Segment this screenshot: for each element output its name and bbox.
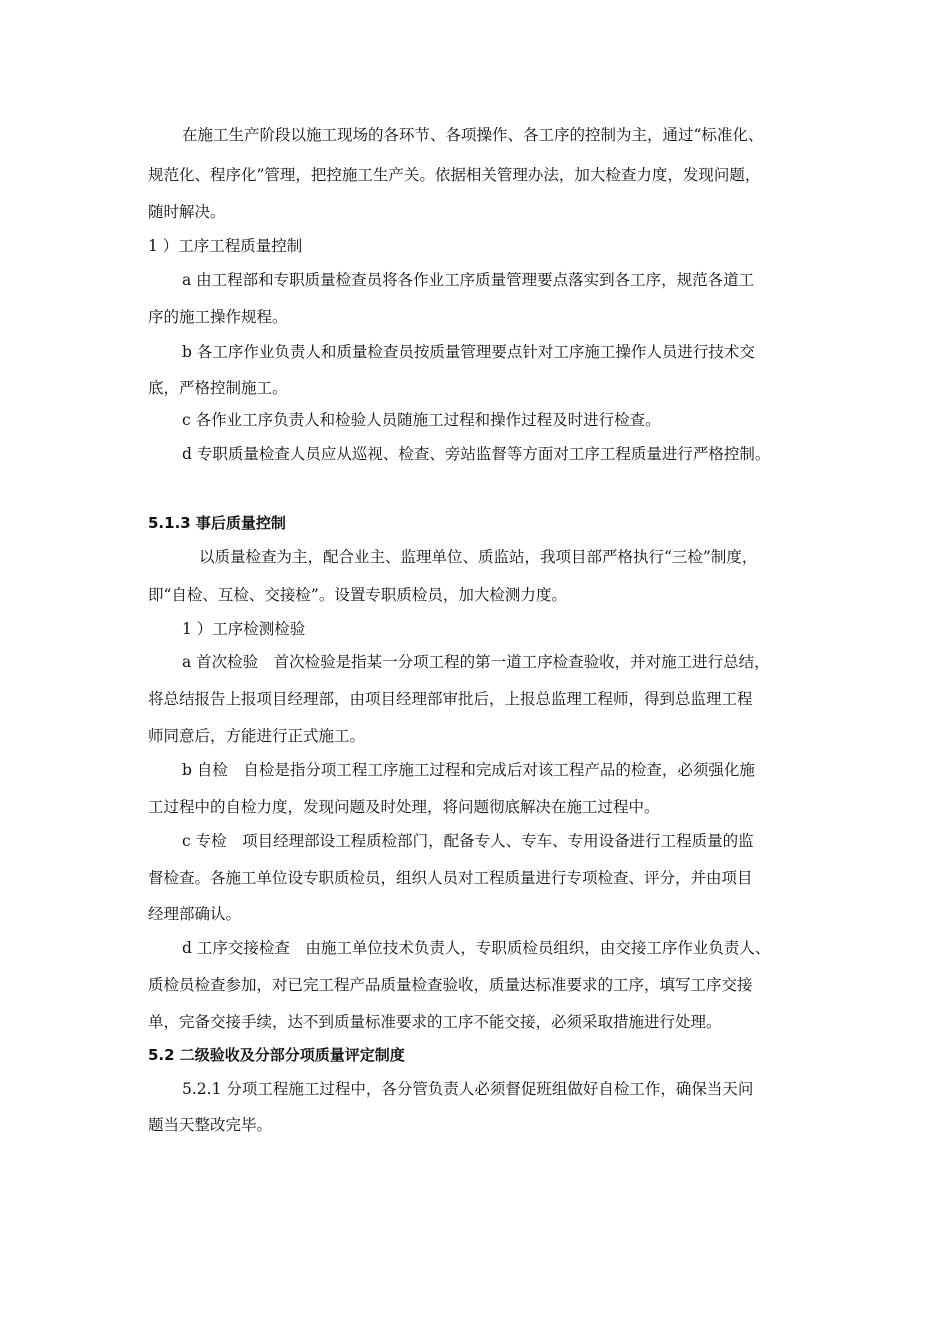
paragraph-line: 规范化、程序化”管理，把控施工生产关。依据相关管理办法，加大检查力度，发现问题， — [148, 166, 761, 184]
list-heading: 1 ）工序检测检验 — [182, 620, 306, 638]
paragraph-line: d 专职质量检查人员应从巡视、检查、旁站监督等方面对工序工程质量进行严格控制。 — [182, 445, 771, 463]
paragraph-line: 督检查。各施工单位设专职质检员，组织人员对工程质量进行专项检查、评分，并由项目 — [148, 869, 753, 887]
paragraph-line: 将总结报告上报项目经理部，由项目经理部审批后，上报总监理工程师，得到总监理工程 — [148, 690, 753, 708]
paragraph-line: 师同意后，方能进行正式施工。 — [148, 727, 366, 745]
paragraph-line: 在施工生产阶段以施工现场的各环节、各项操作、各工序的控制为主，通过“标准化、 — [182, 126, 764, 144]
paragraph-line: 题当天整改完毕。 — [148, 1116, 273, 1134]
paragraph-line: b 各工序作业负责人和质量检查员按质量管理要点针对工序施工操作人员进行技术交 — [182, 343, 755, 361]
paragraph-line: 经理部确认。 — [148, 905, 242, 923]
paragraph-line: 工过程中的自检力度，发现问题及时处理，将问题彻底解决在施工过程中。 — [148, 798, 660, 816]
paragraph-line: d 工序交接检查 由施工单位技术负责人，专职质检员组织，由交接工序作业负责人、 — [182, 939, 771, 957]
paragraph-line: c 各作业工序负责人和检验人员随施工过程和操作过程及时进行检查。 — [182, 411, 661, 429]
paragraph-line: 底，严格控制施工。 — [148, 379, 288, 397]
paragraph-line: 以质量检查为主，配合业主、监理单位、质监站，我项目部严格执行“三检”制度， — [199, 548, 758, 566]
paragraph-line: a 由工程部和专职质量检查员将各作业工序质量管理要点落实到各工序，规范各道工 — [182, 271, 755, 289]
section-heading: 5.2 二级验收及分部分项质量评定制度 — [148, 1046, 405, 1064]
paragraph-line: 单，完备交接手续，达不到质量标准要求的工序不能交接，必须采取措施进行处理。 — [148, 1013, 722, 1031]
paragraph-line: 5.2.1 分项工程施工过程中，各分管负责人必须督促班组做好自检工作，确保当天问 — [182, 1080, 754, 1098]
section-heading: 5.1.3 事后质量控制 — [148, 514, 286, 532]
paragraph-line: 即“自检、互检、交接检”。设置专职质检员，加大检测力度。 — [148, 586, 567, 604]
paragraph-line: a 首次检验 首次检验是指某一分项工程的第一道工序检查验收，并对施工进行总结， — [182, 653, 770, 671]
paragraph-line: b 自检 自检是指分项工程工序施工过程和完成后对该工程产品的检查，必须强化施 — [182, 761, 755, 779]
paragraph-line: 质检员检查参加，对已完工程产品质量检查验收，质量达标准要求的工序，填写工序交接 — [148, 976, 753, 994]
paragraph-line: 序的施工操作规程。 — [148, 308, 288, 326]
paragraph-line: c 专检 项目经理部设工程质检部门，配备专人、专车、专用设备进行工程质量的监 — [182, 832, 754, 850]
list-heading: 1 ）工序工程质量控制 — [148, 237, 303, 255]
paragraph-line: 随时解决。 — [148, 203, 226, 221]
